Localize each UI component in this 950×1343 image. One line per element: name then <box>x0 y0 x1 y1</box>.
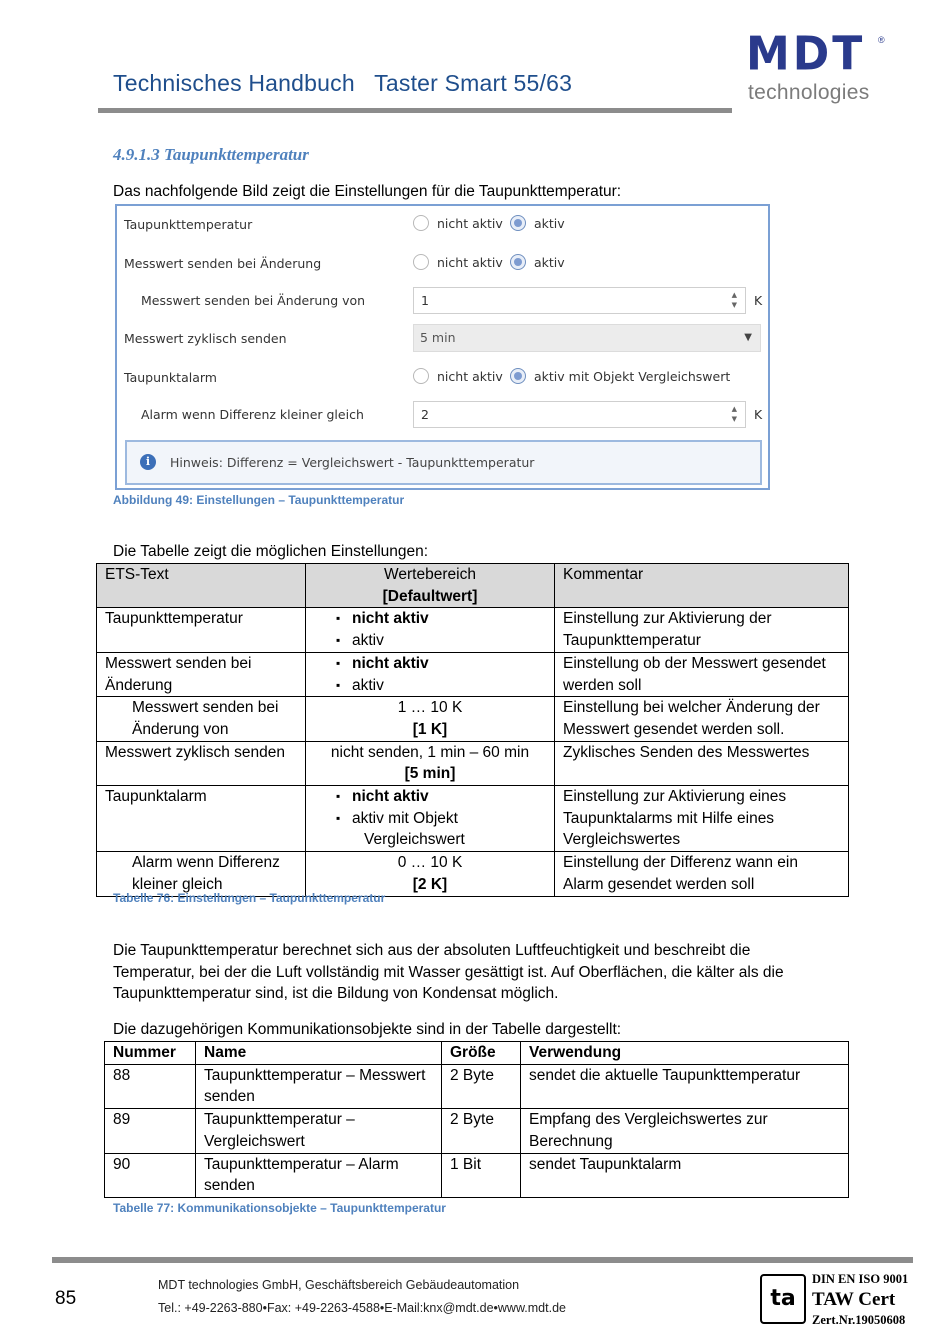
param-label: Alarm wenn Differenz kleiner gleich <box>141 407 364 422</box>
taw-cert-icon: ta <box>760 1274 806 1324</box>
radio-aktiv[interactable]: aktiv <box>510 254 565 270</box>
unit-label: K <box>754 407 763 422</box>
param-label: Messwert senden bei Änderung von <box>141 293 366 308</box>
table-caption: Tabelle 77: Kommunikationsobjekte – Taupunkttemperatur <box>113 1201 446 1215</box>
table-row <box>97 652 849 696</box>
column-header: ETS-Text <box>97 564 306 608</box>
section-heading: 4.9.1.3 Taupunkttemperatur <box>113 145 309 164</box>
param-label: Messwert zyklisch senden <box>124 331 287 346</box>
cell-comment: Einstellung zur Aktivierung der Taupunkttemperatur <box>555 608 849 652</box>
table-row <box>97 786 849 852</box>
table-row <box>97 697 849 741</box>
cell-usage: sendet die aktuelle Taupunkttemperatur <box>521 1064 849 1108</box>
footer-contact: Tel.: +49-2263-880•Fax: +49-2263-4588•E-Mail:knx@mdt.de•www.mdt.de <box>158 1301 566 1315</box>
cell-range: 0 … 10 K [2 K] <box>306 852 555 896</box>
radio-selected-icon <box>510 254 526 270</box>
param-label: Taupunkttemperatur <box>124 217 253 232</box>
radio-icon <box>413 215 429 231</box>
cell-comment: Einstellung der Differenz wann ein Alarm gesendet werden soll <box>555 852 849 896</box>
logo-mark: MDT <box>746 27 866 82</box>
spinner-arrows-icon[interactable]: ▲ ▼ <box>731 291 737 309</box>
settings-table <box>96 563 849 897</box>
footer-company: MDT technologies GmbH, Geschäftsbereich Gebäudeautomation <box>158 1278 520 1292</box>
table-header-row <box>105 1042 849 1065</box>
header-divider <box>98 108 732 113</box>
radio-icon <box>413 368 429 384</box>
cell-ets-text: Messwert senden bei Änderung von <box>97 697 306 741</box>
param-label: Messwert senden bei Änderung <box>124 256 322 271</box>
cell-ets-text: Messwert zyklisch senden <box>97 741 306 785</box>
document-header-title: Technisches Handbuch Taster Smart 55/63 <box>113 70 573 96</box>
cell-ets-text: Taupunkttemperatur <box>97 608 306 652</box>
table-row <box>105 1064 849 1108</box>
table-row <box>105 1109 849 1153</box>
radio-icon <box>413 254 429 270</box>
logo-subtitle: technologies <box>748 81 870 104</box>
column-header: Kommentar <box>555 564 849 608</box>
cell-range: ▪ nicht aktiv ▪ aktiv <box>306 608 555 652</box>
alarm-difference-input[interactable]: 2 ▲ ▼ <box>413 401 746 428</box>
cell-ets-text: Alarm wenn Differenz kleiner gleich <box>97 852 306 896</box>
radio-selected-icon <box>510 368 526 384</box>
cell-number: 90 <box>105 1153 196 1197</box>
ets-settings-panel <box>115 204 770 490</box>
cell-range: 1 … 10 K [1 K] <box>306 697 555 741</box>
table-row <box>97 852 849 896</box>
cell-comment: Einstellung bei welcher Änderung der Messwert gesendet werden soll. <box>555 697 849 741</box>
chevron-down-icon: ▼ <box>744 332 752 343</box>
cert-standard: DIN EN ISO 9001 <box>812 1272 909 1286</box>
hint-text: Hinweis: Differenz = Vergleichswert - Taupunkttemperatur <box>170 455 535 470</box>
unit-label: K <box>754 293 763 308</box>
table-row <box>97 608 849 652</box>
cell-comment: Einstellung zur Aktivierung eines Taupunktalarms mit Hilfe eines Vergleichswertes <box>555 786 849 852</box>
column-header: Verwendung <box>521 1042 849 1065</box>
radio-nicht-aktiv[interactable]: nicht aktiv <box>413 215 503 231</box>
figure-caption: Abbildung 49: Einstellungen – Taupunkttemperatur <box>113 493 405 507</box>
cell-name: Taupunkttemperatur – Vergleichswert <box>196 1109 442 1153</box>
radio-selected-icon <box>510 215 526 231</box>
param-label: Taupunktalarm <box>124 370 217 385</box>
cell-number: 89 <box>105 1109 196 1153</box>
cell-ets-text: Taupunktalarm <box>97 786 306 852</box>
mdt-logo <box>746 27 886 105</box>
column-header: Nummer <box>105 1042 196 1065</box>
change-value-input[interactable]: 1 ▲ ▼ <box>413 287 746 314</box>
cyclic-send-dropdown[interactable]: 5 min ▼ <box>413 324 761 352</box>
cell-size: 2 Byte <box>442 1109 521 1153</box>
column-header: Name <box>196 1042 442 1065</box>
radio-nicht-aktiv[interactable]: nicht aktiv <box>413 368 503 384</box>
cert-number: Zert.Nr.19050608 <box>812 1313 906 1327</box>
spinner-arrows-icon[interactable]: ▲ ▼ <box>731 405 737 423</box>
cell-range: nicht senden, 1 min – 60 min [5 min] <box>306 741 555 785</box>
table-header-row <box>97 564 849 608</box>
page-number: 85 <box>55 1288 77 1309</box>
iso-certificate-logo <box>760 1272 920 1332</box>
cell-size: 1 Bit <box>442 1153 521 1197</box>
cell-name: Taupunkttemperatur – Messwert senden <box>196 1064 442 1108</box>
logo-registered: ® <box>878 35 885 45</box>
cert-issuer: TAW Cert <box>812 1289 896 1310</box>
description-paragraph: Die Taupunkttemperatur berechnet sich aus der absoluten Luftfeuchtigkeit und beschreibt die Temperatur, bei der die Luft vollständig mit Wasser gesättigt ist. Auf Oberflächen, die kälter als die Taupunkttemperatur sind, ist die Bildung von Kondensat möglich. <box>113 942 784 1002</box>
communication-objects-table <box>104 1041 849 1198</box>
section-intro: Das nachfolgende Bild zeigt die Einstellungen für die Taupunkttemperatur: <box>113 183 622 200</box>
cell-usage: Empfang des Vergleichswertes zur Berechnung <box>521 1109 849 1153</box>
cell-ets-text: Messwert senden bei Änderung <box>97 652 306 696</box>
table-caption: Tabelle 76: Einstellungen – Taupunkttemperatur <box>113 891 386 905</box>
cell-size: 2 Byte <box>442 1064 521 1108</box>
table-row <box>97 741 849 785</box>
cell-usage: sendet Taupunktalarm <box>521 1153 849 1197</box>
hint-box <box>125 440 762 485</box>
footer-divider <box>52 1257 913 1263</box>
column-header: Wertebereich [Defaultwert] <box>306 564 555 608</box>
cell-comment: Zyklisches Senden des Messwertes <box>555 741 849 785</box>
cell-comment: Einstellung ob der Messwert gesendet werden soll <box>555 652 849 696</box>
table-intro: Die Tabelle zeigt die möglichen Einstellungen: <box>113 543 429 560</box>
cell-name: Taupunkttemperatur – Alarm senden <box>196 1153 442 1197</box>
radio-aktiv[interactable]: aktiv <box>510 215 565 231</box>
table-row <box>105 1153 849 1197</box>
objects-intro: Die dazugehörigen Kommunikationsobjekte sind in der Tabelle dargestellt: <box>113 1021 622 1038</box>
info-icon: i <box>140 454 156 470</box>
cell-range: ▪ nicht aktiv ▪ aktiv <box>306 652 555 696</box>
cell-number: 88 <box>105 1064 196 1108</box>
radio-nicht-aktiv[interactable]: nicht aktiv <box>413 254 503 270</box>
cell-range: ▪ nicht aktiv ▪ aktiv mit Objekt Vergleichswert <box>306 786 555 852</box>
column-header: Größe <box>442 1042 521 1065</box>
radio-aktiv-vergleichswert[interactable]: aktiv mit Objekt Vergleichswert <box>510 368 730 384</box>
